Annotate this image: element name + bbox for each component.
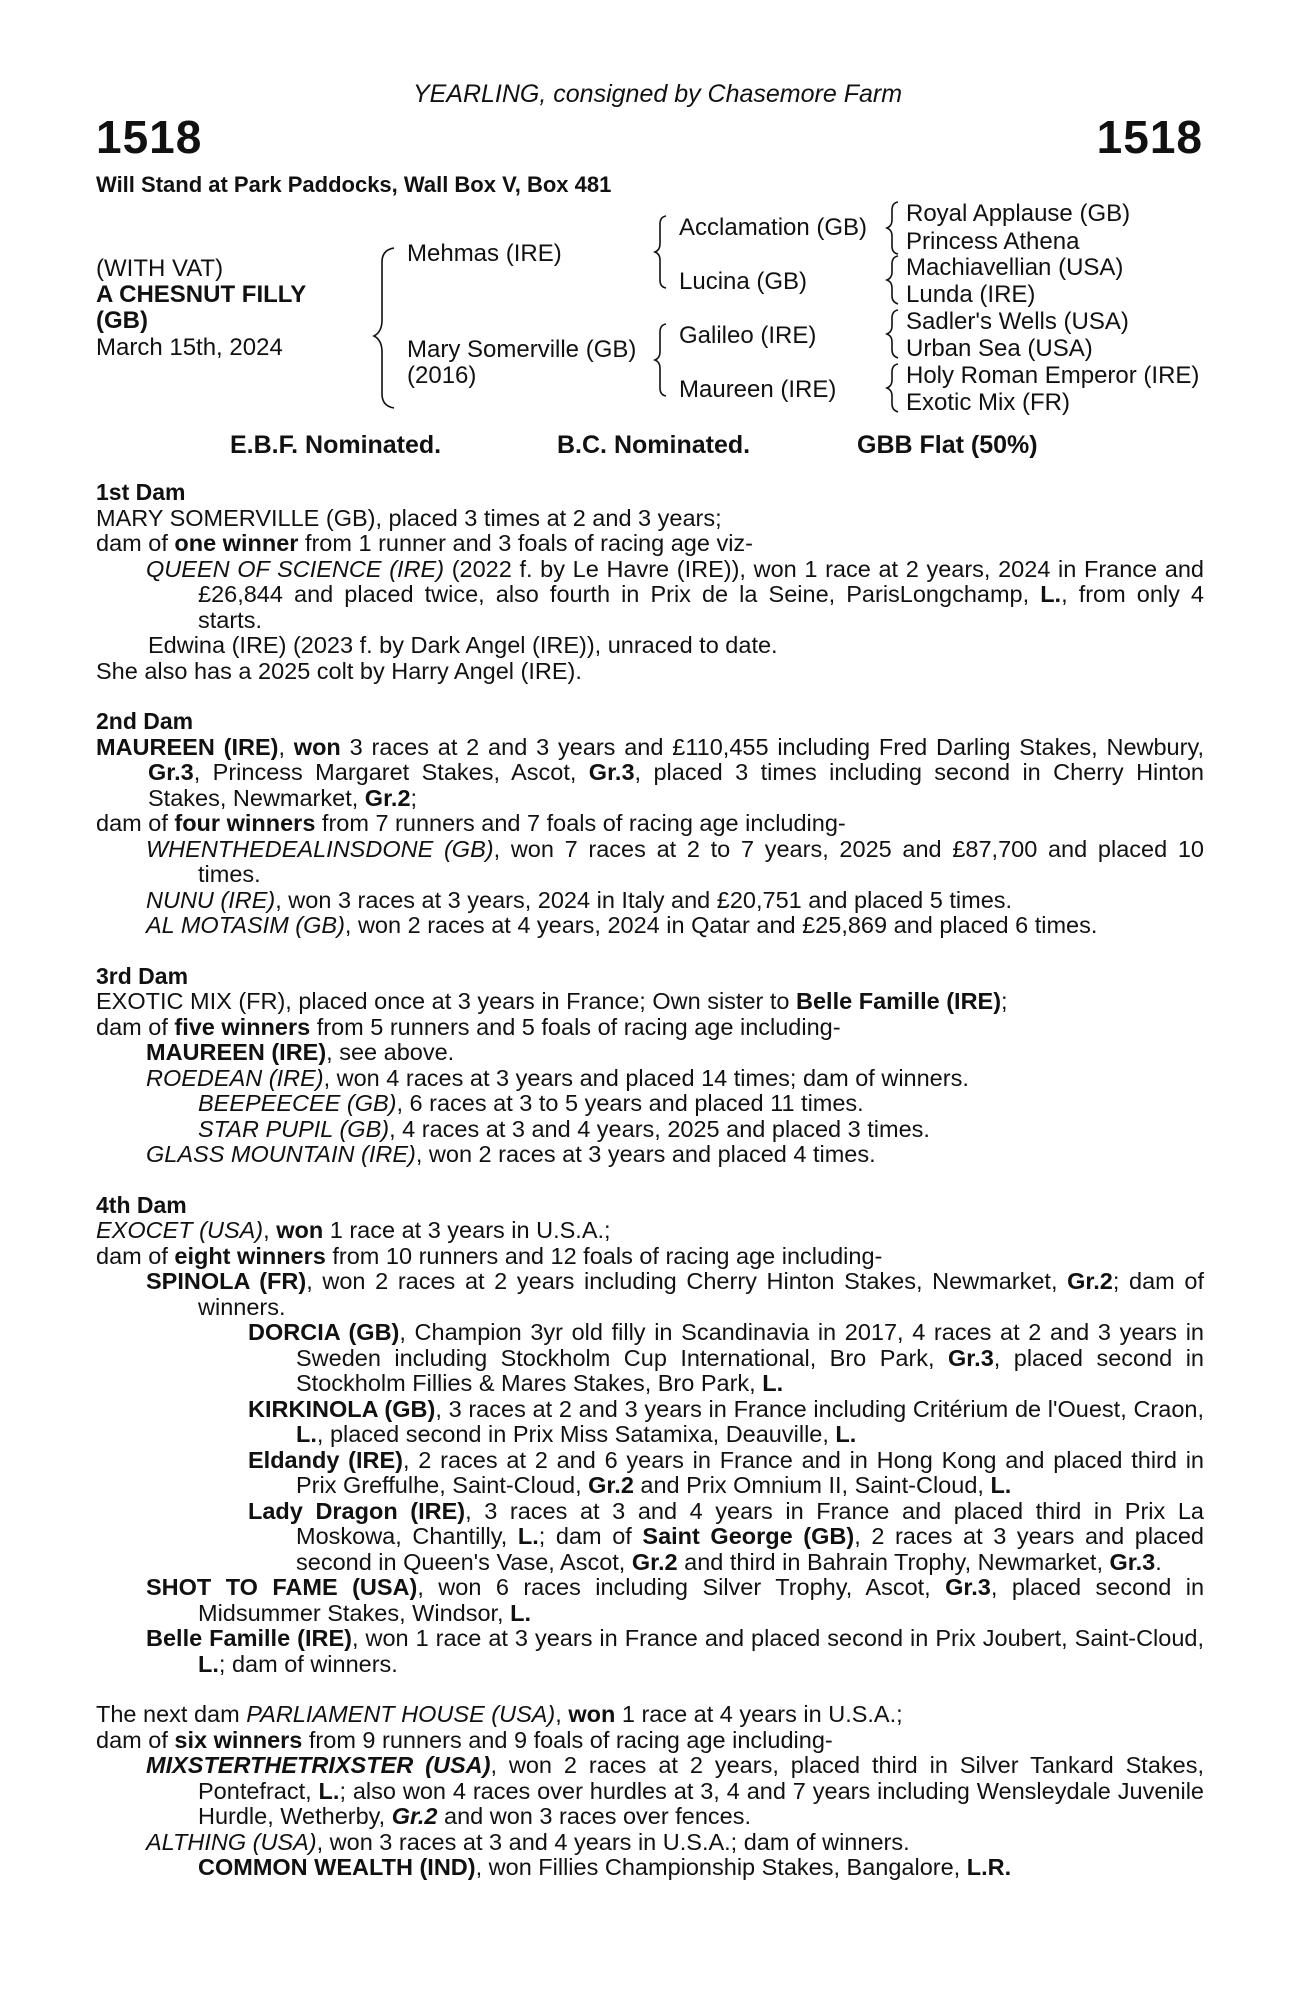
produce-roedean: ROEDEAN (IRE), won 4 races at 3 years and placed 14 times; dam of winners. bbox=[146, 1064, 969, 1091]
fourth-dam-produce-summary: dam of eight winners from 10 runners and 12 foals of racing age including- bbox=[96, 1242, 883, 1269]
third-dam-line: EXOTIC MIX (FR), placed once at 3 years in France; Own sister to Belle Famille (IRE); bbox=[96, 988, 1008, 1014]
next-dam-line: The next dam PARLIAMENT HOUSE (USA), won 1 race at 4 years in U.S.A.; bbox=[96, 1701, 903, 1727]
sire-dam: Lucina (GB) bbox=[679, 268, 808, 295]
bc-nomination: B.C. Nominated. bbox=[557, 431, 751, 459]
dam-year: (2016) bbox=[407, 362, 477, 389]
produce-edwina: Edwina (IRE) (2023 f. by Dark Angel (IRE)), unraced to date. bbox=[148, 632, 778, 658]
brace-dam bbox=[655, 324, 666, 396]
sire-dam-dam: Lunda (IRE) bbox=[906, 281, 1036, 308]
third-dam-produce-summary: dam of five winners from 5 runners and 5 foals of racing age including- bbox=[96, 1013, 841, 1040]
dam-sire-dam: Urban Sea (USA) bbox=[906, 335, 1093, 362]
first-dam-produce-summary: dam of one winner from 1 runner and 3 foals of racing age viz- bbox=[96, 530, 753, 556]
sire-sire: Acclamation (GB) bbox=[679, 214, 868, 241]
dam-sire-sire: Sadler's Wells (USA) bbox=[906, 308, 1129, 335]
brace-sire bbox=[655, 216, 666, 288]
produce-spinola: SPINOLA (FR), won 2 races at 2 years including Cherry Hinton Stakes, Newmarket, Gr.2; dam of winners. bbox=[146, 1268, 1204, 1320]
produce-althing: ALTHING (USA), won 3 races at 3 and 4 years in U.S.A.; dam of winners. bbox=[146, 1828, 910, 1855]
fourth-dam-line: EXOCET (USA), won 1 race at 3 years in U.S.A.; bbox=[96, 1217, 611, 1243]
produce-maureen: MAUREEN (IRE), see above. bbox=[146, 1039, 455, 1065]
sire-dam-sire: Machiavellian (USA) bbox=[906, 254, 1124, 281]
produce-glass-mountain: GLASS MOUNTAIN (IRE), won 2 races at 3 years and placed 4 times. bbox=[146, 1141, 876, 1167]
dam-sire: Galileo (IRE) bbox=[679, 322, 817, 349]
brace-ss bbox=[887, 202, 898, 254]
second-dam-line: MAUREEN (IRE), won 3 races at 2 and 3 years and £110,455 including Fred Darling Stakes, Newbury, Gr.3, Princess Margaret Stakes, Ascot, Gr.3, placed 3 times including second in Cherry Hinton Stakes, Newmarket, Gr.2; bbox=[96, 733, 1204, 811]
brace-ds bbox=[887, 310, 898, 358]
pedigree-notes bbox=[96, 480, 1204, 1881]
first-dam-line: MARY SOMERVILLE (GB), placed 3 times at 2 and 3 years; bbox=[96, 504, 722, 531]
pedigree-braces bbox=[0, 0, 1315, 440]
lot-number-left: 1518 bbox=[96, 111, 203, 163]
lot-number-right: 1518 bbox=[1096, 111, 1203, 163]
produce-star-pupil: STAR PUPIL (GB), 4 races at 3 and 4 years, 2025 and placed 3 times. bbox=[198, 1115, 930, 1142]
second-dam-produce-summary: dam of four winners from 7 runners and 7 foals of racing age including- bbox=[96, 810, 846, 836]
produce-shot-to-fame: SHOT TO FAME (USA), won 6 races including Silver Trophy, Ascot, Gr.3, placed second in Midsummer Stakes, Windsor, L. bbox=[146, 1574, 1205, 1626]
next-dam-produce-summary: dam of six winners from 9 runners and 9 foals of racing age including- bbox=[96, 1726, 833, 1753]
produce-common-wealth: COMMON WEALTH (IND), won Fillies Championship Stakes, Bangalore, L.R. bbox=[198, 1854, 1012, 1880]
produce-nunu: NUNU (IRE), won 3 races at 3 years, 2024 in Italy and £20,751 and placed 5 times. bbox=[146, 886, 1013, 913]
consignment-line: YEARLING, consigned by Chasemore Farm bbox=[412, 80, 903, 108]
brace-dd bbox=[887, 364, 898, 412]
produce-queen-of-science: QUEEN OF SCIENCE (IRE) (2022 f. by Le Havre (IRE)), won 1 race at 2 years, 2024 in France and £26,844 and placed twice, also fourth in Prix de la Seine, ParisLongchamp, L., from only 4 starts. bbox=[146, 555, 1205, 633]
stand-location: Will Stand at Park Paddocks, Wall Box V, Box 481 bbox=[96, 172, 612, 197]
dam-dam-dam: Exotic Mix (FR) bbox=[906, 389, 1070, 416]
gbb-flat: GBB Flat (50%) bbox=[857, 431, 1038, 459]
produce-lady-dragon: Lady Dragon (IRE), 3 races at 3 and 4 years in France and placed third in Prix La Moskowa, Chantilly, L.; dam of Saint George (GB), 2 races at 3 years and placed second in Queen's Vase, Ascot, Gr.2 and third in Bahrain Trophy, Newmarket, Gr.3. bbox=[248, 1497, 1205, 1575]
vat-note: (WITH VAT) bbox=[96, 255, 224, 282]
fourth-dam-heading: 4th Dam bbox=[96, 1191, 187, 1218]
produce-beepeecee: BEEPEECEE (GB), 6 races at 3 to 5 years and placed 11 times. bbox=[198, 1090, 864, 1116]
dam-dam: Maureen (IRE) bbox=[679, 376, 837, 403]
sire-sire-dam: Princess Athena bbox=[906, 228, 1080, 255]
brace-main bbox=[374, 248, 394, 408]
produce-eldandy: Eldandy (IRE), 2 races at 2 and 6 years in France and in Hong Kong and placed third in Prix Greffulhe, Saint-Cloud, Gr.2 and Prix Omnium II, Saint-Cloud, L. bbox=[248, 1446, 1204, 1498]
produce-mixsterthetrixster: MIXSTERTHETRIXSTER (USA), won 2 races at 2 years, placed third in Silver Tankard Stakes, Pontefract, L.; also won 4 races over hurdles at 3, 4 and 7 years including Wensleydale Juvenile Hurdle, Wetherby, Gr.2 and won 3 races over fences. bbox=[146, 1752, 1204, 1829]
second-dam-heading: 2nd Dam bbox=[96, 708, 194, 734]
dam: Mary Somerville (GB) bbox=[407, 336, 637, 363]
sire-sire-sire: Royal Applause (GB) bbox=[906, 200, 1131, 227]
produce-belle-famille: Belle Famille (IRE), won 1 race at 3 years in France and placed second in Prix Joubert, Saint-Cloud, L.; dam of winners. bbox=[146, 1625, 1204, 1677]
produce-al-motasim: AL MOTASIM (GB), won 2 races at 4 years, 2024 in Qatar and £25,869 and placed 6 times. bbox=[146, 912, 1098, 938]
horse-name: A CHESNUT FILLY bbox=[96, 281, 307, 308]
dam-dam-sire: Holy Roman Emperor (IRE) bbox=[906, 362, 1200, 389]
horse-name-country: (GB) bbox=[96, 307, 148, 334]
third-dam-heading: 3rd Dam bbox=[96, 962, 189, 989]
produce-kirkinola: KIRKINOLA (GB), 3 races at 2 and 3 years in France including Critérium de l'Ouest, Craon, L., placed second in Prix Miss Satamixa, Deauville, L. bbox=[248, 1395, 1204, 1447]
brace-sd bbox=[887, 256, 898, 304]
ebf-nomination: E.B.F. Nominated. bbox=[230, 431, 442, 459]
sire: Mehmas (IRE) bbox=[407, 240, 562, 267]
produce-whenthedealinsdone: WHENTHEDEALINSDONE (GB), won 7 races at 2 to 7 years, 2025 and £87,700 and placed 10 times. bbox=[146, 835, 1204, 887]
produce-dorcia: DORCIA (GB), Champion 3yr old filly in Scandinavia in 2017, 4 races at 2 and 3 years in Sweden including Stockholm Cup International, Bro Park, Gr.3, placed second in Stockholm Fillies & Mares Stakes, Bro Park, L. bbox=[248, 1319, 1204, 1396]
first-dam-also: She also has a 2025 colt by Harry Angel (IRE). bbox=[96, 657, 582, 684]
first-dam-heading: 1st Dam bbox=[96, 479, 186, 505]
foaling-date: March 15th, 2024 bbox=[96, 334, 283, 361]
